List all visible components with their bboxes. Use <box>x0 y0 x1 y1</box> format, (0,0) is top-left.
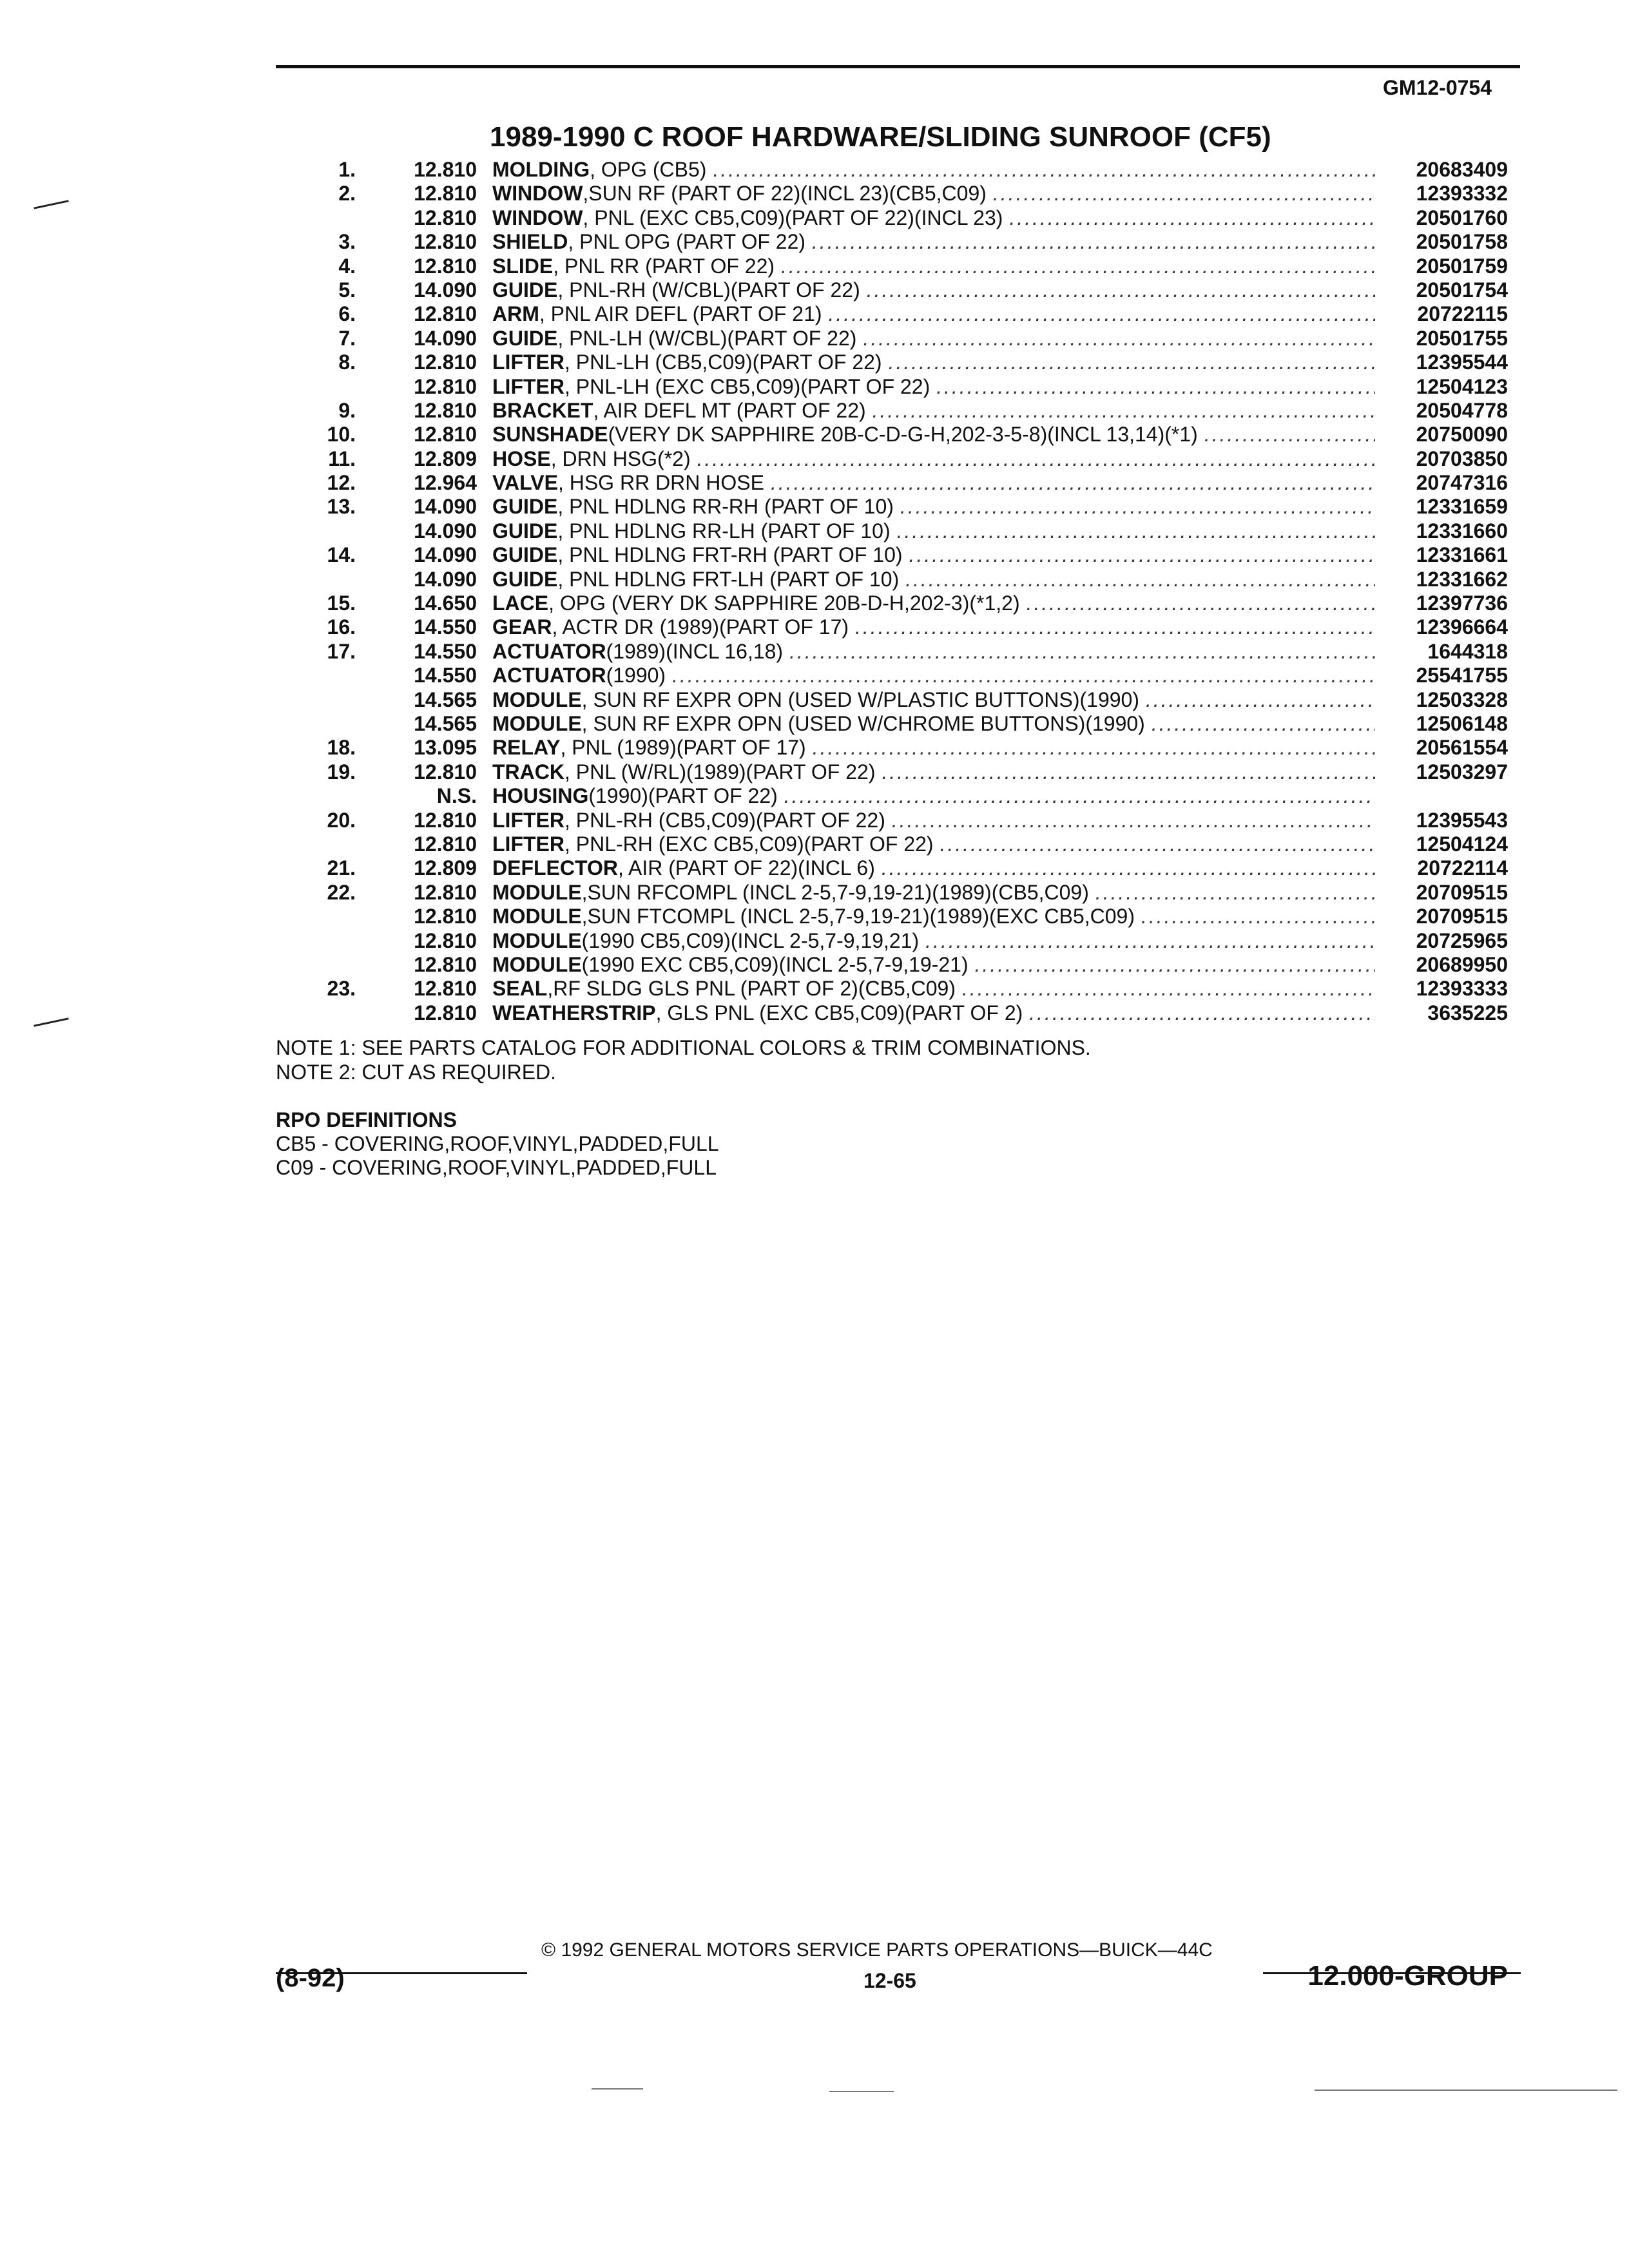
part-row <box>0 327 1629 351</box>
leader-dots <box>987 182 1375 206</box>
part-number: 20709515 <box>1416 880 1508 904</box>
parts-list <box>0 158 1629 1025</box>
part-description <box>492 784 1375 808</box>
part-number: 20501759 <box>1416 254 1508 278</box>
part-name: GUIDE <box>492 543 558 567</box>
rpo-item-cb5: CB5 - COVERING,ROOF,VINYL,PADDED,FULL <box>276 1132 719 1155</box>
part-name: SUNSHADE <box>492 423 608 447</box>
part-description <box>492 664 1375 687</box>
part-description <box>492 856 1375 880</box>
group-number: 14.565 <box>414 687 477 711</box>
part-description <box>492 977 1375 1001</box>
part-row <box>0 447 1629 471</box>
ref-number: 12. <box>327 471 356 495</box>
part-row <box>0 519 1629 543</box>
part-detail: , PNL OPG (PART OF 22) <box>568 230 806 254</box>
leader-dots <box>805 230 1375 254</box>
part-name: GEAR <box>492 615 552 639</box>
leader-dots <box>1020 591 1375 615</box>
part-row <box>0 760 1629 784</box>
leader-dots <box>1089 881 1375 905</box>
part-name: LACE <box>492 591 549 615</box>
part-name: MODULE <box>492 905 582 928</box>
rpo-definitions <box>276 1108 719 1180</box>
leader-dots <box>885 809 1375 832</box>
part-description <box>492 327 1375 351</box>
group-number: 12.809 <box>414 856 477 880</box>
part-number: 20750090 <box>1416 423 1508 447</box>
part-description <box>492 278 1375 302</box>
part-detail: (VERY DK SAPPHIRE 20B-C-D-G-H,202-3-5-8)(INCL 13,14)(*1) <box>608 423 1198 447</box>
part-detail: (1990 EXC CB5,C09)(INCL 2-5,7-9,19-21) <box>581 952 969 976</box>
group-number: 12.810 <box>414 230 477 254</box>
group-number: 12.810 <box>414 952 477 976</box>
part-name: LIFTER <box>492 351 564 374</box>
part-name: LIFTER <box>492 808 564 832</box>
ref-number: 14. <box>327 543 356 567</box>
leader-dots <box>899 568 1375 591</box>
footer-copyright: © 1992 GENERAL MOTORS SERVICE PARTS OPERATIONS—BUICK—44C <box>541 1939 1213 1961</box>
part-detail: , OPG (VERY DK SAPPHIRE 20B-D-H,202-3)(*1,2) <box>548 591 1020 615</box>
part-description <box>492 399 1375 423</box>
ref-number: 17. <box>327 639 356 663</box>
group-number: 12.810 <box>414 423 477 447</box>
part-number: 12331660 <box>1416 519 1508 543</box>
part-description <box>492 688 1375 712</box>
ref-number: 23. <box>327 977 356 1001</box>
leader-dots <box>860 278 1375 302</box>
leader-dots <box>875 760 1375 784</box>
part-row <box>0 230 1629 254</box>
part-row <box>0 182 1629 206</box>
part-detail: , DRN HSG(*2) <box>550 447 691 470</box>
group-number: 12.810 <box>414 351 477 374</box>
part-description <box>492 712 1375 736</box>
group-number: 14.550 <box>414 639 477 663</box>
part-row <box>0 158 1629 182</box>
part-detail: ,RF SLDG GLS PNL (PART OF 2)(CB5,C09) <box>547 977 956 1001</box>
part-name: GUIDE <box>492 495 558 519</box>
scan-artifact-line <box>1315 2090 1617 2091</box>
ref-number: 19. <box>327 760 356 783</box>
part-detail: (1990) <box>606 664 666 687</box>
leader-dots <box>930 375 1375 399</box>
part-number: 20683409 <box>1416 158 1508 181</box>
part-description <box>492 447 1375 471</box>
leader-dots <box>969 953 1375 977</box>
part-row <box>0 543 1629 567</box>
part-number: 20709515 <box>1416 905 1508 928</box>
group-number: 14.650 <box>414 591 477 615</box>
part-description <box>492 881 1375 905</box>
group-number: 14.090 <box>414 278 477 302</box>
group-number: 12.810 <box>414 1001 477 1024</box>
part-name: MODULE <box>492 928 582 952</box>
part-name: BRACKET <box>492 398 593 422</box>
part-name: MOLDING <box>492 158 590 181</box>
ref-number: 1. <box>338 158 356 181</box>
leader-dots <box>783 640 1375 664</box>
part-name: GUIDE <box>492 519 558 543</box>
part-detail: , PNL AIR DEFL (PART OF 21) <box>539 302 822 326</box>
leader-dots <box>1139 688 1375 712</box>
part-row <box>0 688 1629 712</box>
part-row <box>0 809 1629 832</box>
part-description <box>492 736 1375 760</box>
part-detail: , SUN RF EXPR OPN (USED W/CHROME BUTTONS)(1990) <box>581 711 1145 735</box>
part-number: 20722115 <box>1417 302 1508 326</box>
part-detail: (1990 CB5,C09)(INCL 2-5,7-9,19,21) <box>581 928 920 952</box>
part-detail: ,SUN FTCOMPL (INCL 2-5,7-9,19-21)(1989)(EXC CB5,C09) <box>581 905 1135 928</box>
part-description <box>492 953 1375 977</box>
group-number: 12.810 <box>414 374 477 398</box>
part-detail: , PNL-RH (CB5,C09)(PART OF 22) <box>564 808 885 832</box>
part-number: 1644318 <box>1427 639 1508 663</box>
part-number: 12397736 <box>1416 591 1508 615</box>
part-detail: , PNL HDLNG FRT-RH (PART OF 10) <box>557 543 903 567</box>
scan-artifact-line <box>592 2088 643 2090</box>
part-description <box>492 302 1375 326</box>
group-number: 14.090 <box>414 495 477 519</box>
part-detail: , OPG (CB5) <box>590 158 707 181</box>
group-number: 12.810 <box>414 808 477 832</box>
group-number: 12.810 <box>414 206 477 229</box>
group-number: 14.090 <box>414 519 477 543</box>
part-number: 12393332 <box>1416 182 1508 206</box>
part-name: LIFTER <box>492 374 564 398</box>
part-detail: ,SUN RFCOMPL (INCL 2-5,7-9,19-21)(1989)(CB5,C09) <box>581 880 1089 904</box>
part-number: 12331662 <box>1416 567 1508 591</box>
ref-number: 11. <box>328 447 356 470</box>
part-name: MODULE <box>492 711 582 735</box>
part-row <box>0 568 1629 591</box>
ref-number: 22. <box>327 880 356 904</box>
part-description <box>492 519 1375 543</box>
part-name: HOUSING <box>492 784 589 808</box>
leader-dots <box>849 615 1375 639</box>
part-name: MODULE <box>492 952 582 976</box>
part-row <box>0 1001 1629 1025</box>
leader-dots <box>1135 905 1375 928</box>
part-name: WEATHERSTRIP <box>492 1001 656 1024</box>
part-name: DEFLECTOR <box>492 856 618 880</box>
ref-number: 8. <box>338 351 356 374</box>
part-name: SEAL <box>492 977 548 1001</box>
part-detail: , PNL HDLNG RR-LH (PART OF 10) <box>557 519 891 543</box>
top-rule <box>276 65 1520 68</box>
part-detail: , PNL-LH (W/CBL)(PART OF 22) <box>557 326 857 350</box>
part-name: HOSE <box>492 447 551 470</box>
part-name: MODULE <box>492 687 582 711</box>
leader-dots <box>778 784 1375 808</box>
leader-dots <box>1145 712 1375 736</box>
part-description <box>492 543 1375 567</box>
part-number: 25541755 <box>1416 664 1508 687</box>
document-id: GM12-0754 <box>1383 76 1492 99</box>
part-name: MODULE <box>492 880 582 904</box>
part-description <box>492 905 1375 928</box>
part-number: 12503297 <box>1416 760 1508 783</box>
part-name: ACTUATOR <box>492 664 606 687</box>
part-number: 12331661 <box>1416 543 1508 567</box>
leader-dots <box>775 255 1375 278</box>
part-description <box>492 809 1375 832</box>
part-row <box>0 278 1629 302</box>
part-number: 12395544 <box>1416 351 1508 374</box>
group-number: 14.090 <box>414 326 477 350</box>
group-number: 12.810 <box>414 302 477 326</box>
part-number: 12504123 <box>1416 374 1508 398</box>
part-number: 20504778 <box>1416 398 1508 422</box>
part-row <box>0 591 1629 615</box>
part-number: 20501760 <box>1416 206 1508 229</box>
leader-dots <box>1003 206 1375 230</box>
part-row <box>0 399 1629 423</box>
footer-page-number: 12-65 <box>863 1969 916 1992</box>
group-number: 12.810 <box>414 254 477 278</box>
part-name: SHIELD <box>492 230 568 254</box>
group-number: 14.090 <box>414 543 477 567</box>
part-name: ACTUATOR <box>492 639 606 663</box>
part-name: WINDOW <box>492 182 583 206</box>
part-number: 20501758 <box>1416 230 1508 254</box>
part-detail: , HSG RR DRN HOSE <box>557 471 764 495</box>
ref-number: 13. <box>327 495 356 519</box>
part-number: 12504124 <box>1416 832 1508 856</box>
part-number: 20689950 <box>1416 952 1508 976</box>
leader-dots <box>919 929 1375 953</box>
part-description <box>492 351 1375 374</box>
part-row <box>0 736 1629 760</box>
part-number: 12395543 <box>1416 808 1508 832</box>
footer-group: 12.000-GROUP <box>1307 1960 1508 1992</box>
part-row <box>0 302 1629 326</box>
part-row <box>0 977 1629 1001</box>
ref-number: 9. <box>338 398 356 422</box>
leader-dots <box>764 471 1375 495</box>
part-detail: , PNL (W/RL)(1989)(PART OF 22) <box>564 760 876 783</box>
part-description <box>492 375 1375 399</box>
part-name: ARM <box>492 302 539 326</box>
group-number: 12.810 <box>414 158 477 181</box>
part-description <box>492 615 1375 639</box>
group-number: 12.810 <box>414 880 477 904</box>
ref-number: 2. <box>338 182 356 206</box>
part-name: SLIDE <box>492 254 554 278</box>
part-row <box>0 615 1629 639</box>
page-title: 1989-1990 C ROOF HARDWARE/SLIDING SUNROOF (CF5) <box>490 121 1271 153</box>
part-detail: (1989)(INCL 16,18) <box>606 639 784 663</box>
group-number: 12.810 <box>414 928 477 952</box>
leader-dots <box>903 543 1375 567</box>
part-number: 20501755 <box>1416 326 1508 350</box>
group-number: 14.550 <box>414 664 477 687</box>
ref-number: 4. <box>338 254 356 278</box>
group-number: 12.810 <box>414 398 477 422</box>
notes <box>276 1035 1091 1084</box>
group-number: 12.809 <box>414 447 477 470</box>
part-detail: , PNL HDLNG RR-RH (PART OF 10) <box>557 495 894 519</box>
group-number: 14.090 <box>414 567 477 591</box>
part-number: 12506148 <box>1416 711 1508 735</box>
part-row <box>0 255 1629 278</box>
part-number: 3635225 <box>1427 1001 1508 1024</box>
leader-dots <box>1198 423 1375 447</box>
part-number: 20703850 <box>1416 447 1508 470</box>
leader-dots <box>866 399 1375 423</box>
part-row <box>0 423 1629 447</box>
part-description <box>492 182 1375 206</box>
part-row <box>0 881 1629 905</box>
part-detail: , PNL-LH (CB5,C09)(PART OF 22) <box>564 351 882 374</box>
part-description <box>492 255 1375 278</box>
part-detail: , AIR (PART OF 22)(INCL 6) <box>617 856 875 880</box>
leader-dots <box>875 856 1375 880</box>
part-name: RELAY <box>492 736 561 760</box>
part-description <box>492 1001 1375 1025</box>
part-description <box>492 495 1375 519</box>
part-row <box>0 375 1629 399</box>
part-detail: , PNL-LH (EXC CB5,C09)(PART OF 22) <box>564 374 930 398</box>
part-row <box>0 206 1629 230</box>
part-name: TRACK <box>492 760 564 783</box>
leader-dots <box>691 447 1375 471</box>
part-description <box>492 640 1375 664</box>
leader-dots <box>882 351 1375 374</box>
group-number: N.S. <box>436 784 477 808</box>
leader-dots <box>822 302 1375 326</box>
part-detail: , PNL-RH (EXC CB5,C09)(PART OF 22) <box>564 832 934 856</box>
part-row <box>0 784 1629 808</box>
rpo-title: RPO DEFINITIONS <box>276 1108 457 1131</box>
group-number: 12.810 <box>414 182 477 206</box>
part-number: 12396664 <box>1416 615 1508 639</box>
part-name: LIFTER <box>492 832 564 856</box>
part-description <box>492 158 1375 182</box>
leader-dots <box>894 495 1375 519</box>
group-number: 14.550 <box>414 615 477 639</box>
scan-artifact-line <box>829 2091 894 2092</box>
leader-dots <box>706 158 1375 182</box>
part-row <box>0 953 1629 977</box>
leader-dots <box>1023 1001 1375 1025</box>
part-detail: , ACTR DR (1989)(PART OF 17) <box>552 615 849 639</box>
group-number: 12.810 <box>414 832 477 856</box>
part-name: WINDOW <box>492 206 583 229</box>
leader-dots <box>934 832 1375 856</box>
part-row <box>0 471 1629 495</box>
ref-number: 21. <box>327 856 356 880</box>
note-2: NOTE 2: CUT AS REQUIRED. <box>276 1061 557 1084</box>
leader-dots <box>666 664 1375 687</box>
part-description <box>492 929 1375 953</box>
part-row <box>0 712 1629 736</box>
part-description <box>492 230 1375 254</box>
leader-dots <box>856 327 1375 351</box>
part-detail: (1990)(PART OF 22) <box>588 784 778 808</box>
leader-dots <box>956 977 1375 1001</box>
part-detail: , PNL HDLNG FRT-LH (PART OF 10) <box>557 567 900 591</box>
part-number: 12503328 <box>1416 687 1508 711</box>
ref-number: 10. <box>327 423 356 447</box>
part-number: 20561554 <box>1416 736 1508 760</box>
part-row <box>0 905 1629 928</box>
part-description <box>492 423 1375 447</box>
group-number: 12.810 <box>414 760 477 783</box>
part-number: 12331659 <box>1416 495 1508 519</box>
part-row <box>0 640 1629 664</box>
group-number: 12.964 <box>414 471 477 495</box>
part-number: 12393333 <box>1416 977 1508 1001</box>
group-number: 12.810 <box>414 905 477 928</box>
part-detail: , SUN RF EXPR OPN (USED W/PLASTIC BUTTONS)(1990) <box>581 687 1139 711</box>
part-detail: , GLS PNL (EXC CB5,C09)(PART OF 2) <box>655 1001 1023 1024</box>
part-number: 20747316 <box>1416 471 1508 495</box>
part-description <box>492 760 1375 784</box>
group-number: 13.095 <box>414 736 477 760</box>
part-description <box>492 568 1375 591</box>
rpo-item-c09: C09 - COVERING,ROOF,VINYL,PADDED,FULL <box>276 1156 717 1179</box>
part-description <box>492 591 1375 615</box>
ref-number: 18. <box>327 736 356 760</box>
ref-number: 16. <box>327 615 356 639</box>
ref-number: 5. <box>338 278 356 302</box>
ref-number: 15. <box>327 591 356 615</box>
part-row <box>0 832 1629 856</box>
part-row <box>0 929 1629 953</box>
part-name: VALVE <box>492 471 558 495</box>
part-name: GUIDE <box>492 326 558 350</box>
part-detail: , PNL-RH (W/CBL)(PART OF 22) <box>557 278 860 302</box>
ref-number: 7. <box>338 326 356 350</box>
part-row <box>0 495 1629 519</box>
group-number: 14.565 <box>414 711 477 735</box>
part-number: 20722114 <box>1417 856 1508 880</box>
part-row <box>0 351 1629 374</box>
ref-number: 20. <box>327 808 356 832</box>
part-name: GUIDE <box>492 567 558 591</box>
ref-number: 6. <box>338 302 356 326</box>
part-description <box>492 832 1375 856</box>
note-1: NOTE 1: SEE PARTS CATALOG FOR ADDITIONAL COLORS & TRIM COMBINATIONS. <box>276 1036 1091 1059</box>
part-number: 20501754 <box>1416 278 1508 302</box>
leader-dots <box>806 736 1375 760</box>
part-detail: , PNL RR (PART OF 22) <box>553 254 775 278</box>
ref-number: 3. <box>338 230 356 254</box>
part-detail: ,SUN RF (PART OF 22)(INCL 23)(CB5,C09) <box>583 182 987 206</box>
leader-dots <box>891 519 1375 543</box>
part-row <box>0 664 1629 687</box>
footer-date: (8-92) <box>276 1964 345 1992</box>
part-detail: , AIR DEFL MT (PART OF 22) <box>593 398 866 422</box>
part-name: GUIDE <box>492 278 558 302</box>
part-description <box>492 206 1375 230</box>
part-detail: , PNL (EXC CB5,C09)(PART OF 22)(INCL 23) <box>583 206 1003 229</box>
part-detail: , PNL (1989)(PART OF 17) <box>560 736 806 760</box>
part-number: 20725965 <box>1416 928 1508 952</box>
part-description <box>492 471 1375 495</box>
part-row <box>0 856 1629 880</box>
group-number: 12.810 <box>414 977 477 1001</box>
